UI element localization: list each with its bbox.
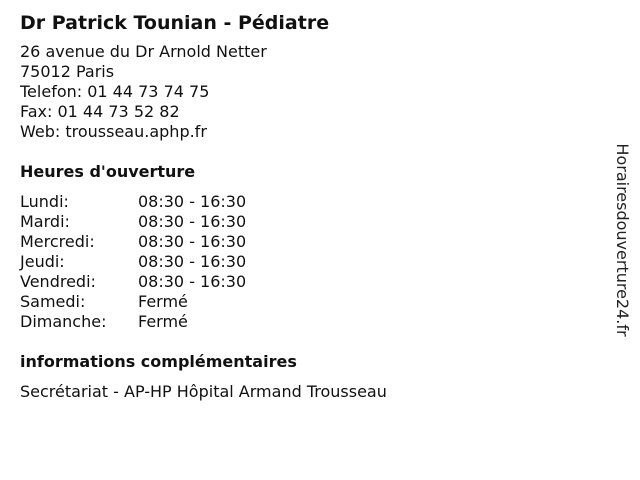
hours-row-wednesday	[20, 232, 600, 252]
day-label: Vendredi:	[20, 272, 96, 291]
website-link[interactable]: Web: trousseau.aphp.fr	[20, 122, 207, 141]
time-value: 08:30 - 16:30	[138, 272, 247, 291]
day-label: Mardi:	[20, 212, 70, 231]
day-label: Mercredi:	[20, 232, 95, 251]
practice-card	[20, 10, 600, 402]
hours-row-tuesday	[20, 212, 600, 232]
day-label: Jeudi:	[20, 252, 65, 271]
time-value: 08:30 - 16:30	[138, 232, 247, 251]
info-text: Secrétariat - AP-HP Hôpital Armand Trousseau	[20, 382, 387, 401]
time-value: 08:30 - 16:30	[138, 212, 247, 231]
hours-row-friday	[20, 272, 600, 292]
brand-watermark: Horairesdouverture24.fr	[613, 143, 632, 337]
day-label: Lundi:	[20, 192, 69, 211]
hours-row-thursday	[20, 252, 600, 272]
day-label: Dimanche:	[20, 312, 107, 331]
phone-number[interactable]: Telefon: 01 44 73 74 75	[20, 82, 210, 101]
hours-row-sunday	[20, 312, 600, 332]
info-heading: informations complémentaires	[20, 352, 297, 371]
hours-table	[20, 192, 600, 332]
hours-row-saturday	[20, 292, 600, 312]
time-value: 08:30 - 16:30	[138, 192, 247, 211]
time-value: Fermé	[138, 312, 188, 331]
street-address: 26 avenue du Dr Arnold Netter	[20, 42, 267, 61]
day-label: Samedi:	[20, 292, 86, 311]
fax-number: Fax: 01 44 73 52 82	[20, 102, 180, 121]
city-address: 75012 Paris	[20, 62, 115, 81]
page-title: Dr Patrick Tounian - Pédiatre	[20, 12, 330, 34]
address-block	[20, 42, 600, 142]
hours-row-monday	[20, 192, 600, 212]
time-value: 08:30 - 16:30	[138, 252, 247, 271]
hours-heading: Heures d'ouverture	[20, 162, 196, 181]
time-value: Fermé	[138, 292, 188, 311]
